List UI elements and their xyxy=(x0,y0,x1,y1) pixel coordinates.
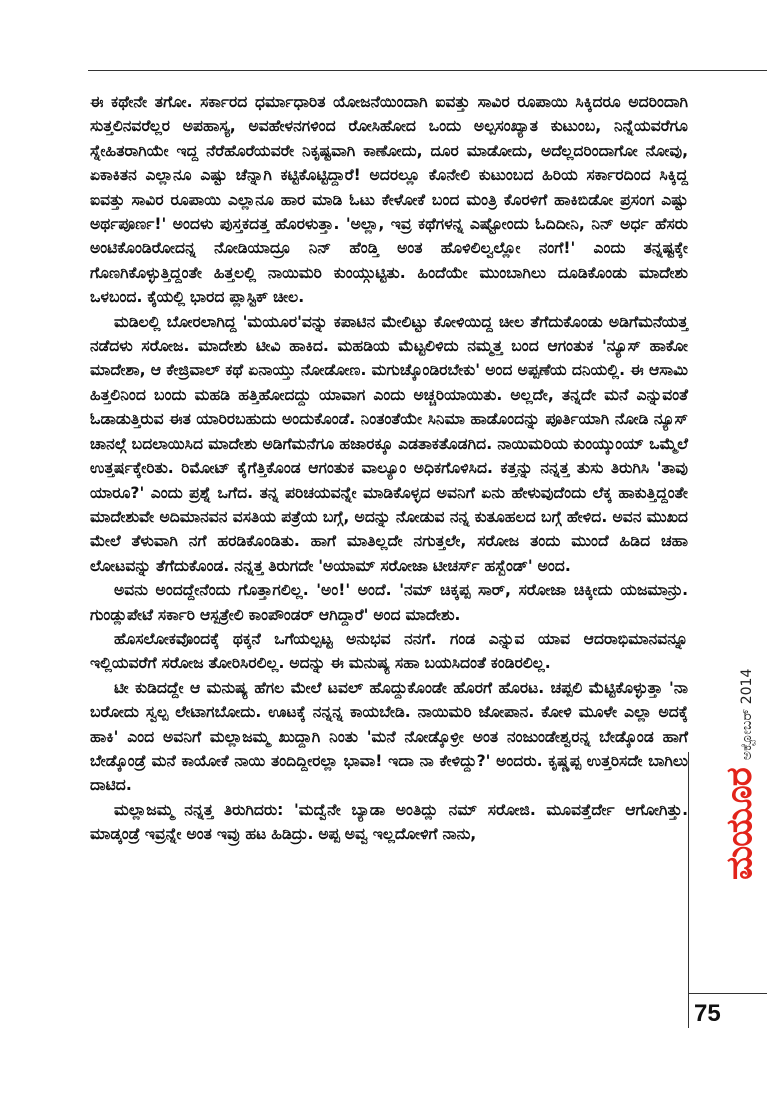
paragraph-6: ಮಲ್ಲಾಜಮ್ಮ ನನ್ನತ್ತ ತಿರುಗಿದರು: 'ಮದ್ವೆನೇ ಬ್ಯಾಡಾ ಅಂತಿದ್ಲು ನಮ್ ಸರೋಜಿ. ಮೂವತ್ತೆರ್ದೇ ಆಗೋಗಿತ್ತು. ಮಾಡ್ಕಂಡ್ರೆ ಇವ್ರನ್ನೇ ಅಂತ ಇವ್ರು ಹಟ ಹಿಡಿದ್ರು. ಅಪ್ಪ ಅವ್ವ ಇಲ್ಲದೋಳಿಗೆ ನಾನು, xyxy=(90,800,688,844)
page-number: 75 xyxy=(694,1000,721,1027)
paragraph-2: ಮಡಿಲಲ್ಲಿ ಬೋರಲಾಗಿದ್ದ 'ಮಯೂರ'ವನ್ನು ಕಪಾಟಿನ ಮೇಲಿಟ್ಟು ಕೋಳಿಯಿದ್ದ ಚೀಲ ತೆಗೆದುಕೊಂಡು ಅಡಿಗೆಮನೆಯತ್ತ ನಡೆದಳು ಸರೋಜ. ಮಾದೇಶು ಟೀವಿ ಹಾಕಿದ. ಮಹಡಿಯ ಮೆಟ್ಟಲಿಳಿದು ನಮ್ಮತ್ತ ಬಂದ ಆಗಂತುಕ 'ನ್ಯೂಸ್ ಹಾಕೋ ಮಾದೇಶಾ, ಆ ಕೇಜ್ರಿವಾಲ್ ಕಥೆ ಏನಾಯ್ತು ನೋಡೋಣ. ಮಗುಚ್ಕೊಂಡಿರಬೇಕು' ಅಂದ ಅಪ್ಪಣೆಯ ದನಿಯಲ್ಲಿ. ಈ ಆಸಾಮಿ ಹಿತ್ತಲಿನಿಂದ ಬಂದು ಮಹಡಿ ಹತ್ತಿಹೋದದ್ದು ಯಾವಾಗ ಎಂದು ಅಚ್ಚರಿಯಾಯಿತು. ಅಲ್ಲದೇ, ತನ್ನದೇ ಮನೆ ಎನ್ನುವಂತೆ ಓಡಾಡುತ್ತಿರುವ ಈತ ಯಾರಿರಬಹುದು ಅಂದುಕೊಂಡೆ. ನಿಂತಂತೆಯೇ ಸಿನಿಮಾ ಹಾಡೊಂದನ್ನು ಪೂರ್ತಿಯಾಗಿ ನೋಡಿ ನ್ಯೂಸ್ ಚಾನಲ್ಗೆ ಬದಲಾಯಿಸಿದ ಮಾದೇಶು ಅಡಿಗೆಮನೆಗೂ ಹಜಾರಕ್ಕೂ ಎಡತಾಕತೊಡಗಿದ. ನಾಯಿಮರಿಯ ಕುಂಯ್ಕುಂಯ್ ಒಮ್ಮೆಲೆ ಉತ್ತರ್ಷಕ್ಕೇರಿತು. ರಿಮೋಟ್ ಕೈಗೆತ್ತಿಕೊಂಡ ಆಗಂತುಕ ವಾಲ್ಯೂಂ ಅಧಿಕಗೊಳಿಸಿದ. ಕತ್ತನ್ನು ನನ್ನತ್ತ ತುಸು ತಿರುಗಿಸಿ 'ತಾವು ಯಾರೂ?' ಎಂದು ಪ್ರಶ್ನೆ ಒಗೆದ. ತನ್ನ ಪರಿಚಯವನ್ನೇ ಮಾಡಿಕೊಳ್ಳದ ಅವನಿಗೆ ಏನು ಹೇಳುವುದೆಂದು ಲೆಕ್ಕ ಹಾಕುತ್ತಿದ್ದಂತೇ ಮಾದೇಶುವೇ ಅದಿಮಾನವನ ವಸತಿಯ ಪತ್ರೆಯ ಬಗ್ಗೆ, ಅದನ್ನು ನೋಡುವ ನನ್ನ ಕುತೂಹಲದ ಬಗ್ಗೆ ಹೇಳಿದ. ಅವನ ಮುಖದ ಮೇಲೆ ತೆಳುವಾಗಿ ನಗೆ ಹರಡಿಕೊಂಡಿತು. ಹಾಗೆ ಮಾತಿಲ್ಲದೇ ನಗುತ್ತಲೇ, ಸರೋಜ ತಂದು ಮುಂದೆ ಹಿಡಿದ ಚಹಾ ಲೋಟವನ್ನು ತೆಗೆದುಕೊಂಡ. ನನ್ನತ್ತ ತಿರುಗದೇ 'ಅಯಾಮ್ ಸರೋಜಾ ಟೀಚರ್ಸ್ ಹಸ್ಬೆಂಡ್' ಅಂದ. xyxy=(90,312,688,575)
side-rule xyxy=(688,752,689,1028)
paragraph-5: ಟೀ ಕುಡಿದದ್ದೇ ಆ ಮನುಷ್ಯ ಹೆಗಲ ಮೇಲೆ ಟವಲ್ ಹೊದ್ದುಕೊಂಡೇ ಹೊರಗೆ ಹೊರಟ. ಚಪ್ಪಲಿ ಮೆಟ್ಟಿಕೊಳ್ಳುತ್ತಾ 'ನಾ ಬರೋದು ಸ್ವಲ್ಪ ಲೇಟಾಗಬೋದು. ಊಟಕ್ಕೆ ನನ್ನನ್ನ ಕಾಯಬೇಡಿ. ನಾಯಿಮರಿ ಜೋಪಾನ. ಕೋಳಿ ಮೂಳೇ ಎಲ್ಲಾ ಅದಕ್ಕೆ ಹಾಕಿ' ಎಂದ ಅವನಿಗೆ ಮಲ್ಲಾಜಮ್ಮ ಖುದ್ದಾಗಿ ನಿಂತು 'ಮನೆ ನೋಡ್ಕೊಳ್ರೀ ಅಂತ ನಂಜುಂಡೇಶ್ವರನ್ನ ಬೇಡ್ಕೊಂಡ ಹಾಗೆ ಬೇಡ್ಕೊಂಡ್ರೆ ಮನೆ ಕಾಯೋಕೆ ನಾಯಿ ತಂದಿದ್ದೀರಲ್ಲಾ ಭಾವಾ! ಇದಾ ನಾ ಕೇಳಿದ್ದು?' ಅಂದರು. ಕೃಷ್ಣಪ್ಪ ಉತ್ತರಿಸದೇ ಬಾಗಿಲು ದಾಟಿದ. xyxy=(90,678,688,795)
article-body xyxy=(90,90,688,847)
top-rule xyxy=(88,70,767,71)
paragraph-3: ಅವನು ಅಂದದ್ದೇನೆಂದು ಗೊತ್ತಾಗಲಿಲ್ಲ. 'ಅಂ!' ಅಂದೆ. 'ನಮ್ ಚಿಕ್ಕಪ್ಪ ಸಾರ್, ಸರೋಜಾ ಚಿಕ್ಕೀದು ಯಜಮಾನ್ರು. ಗುಂಡ್ಲುಪೇಟೆ ಸರ್ಕಾರಿ ಆಸ್ಪತ್ರೇಲಿ ಕಾಂಪೌಂಡರ್ ಆಗಿದ್ದಾರೆ' ಅಂದ ಮಾದೇಶು. xyxy=(90,581,688,624)
bottom-rule xyxy=(688,993,767,994)
issue-date: ಅಕ್ಟೋಬರ್ 2014 xyxy=(739,668,755,761)
paragraph-4: ಹೊಸಲೋಕವೊಂದಕ್ಕೆ ಥಕ್ಕನೆ ಒಗೆಯಲ್ಪಟ್ಟ ಅನುಭವ ನನಗೆ. ಗಂಡ ಎನ್ನುವ ಯಾವ ಆದರಾಭಿಮಾನವನ್ನೂ ಇಲ್ಲಿಯವರೆಗೆ ಸರೋಜ ತೋರಿಸಿರಲಿಲ್ಲ. ಅದನ್ನು ಈ ಮನುಷ್ಯ ಸಹಾ ಬಯಸಿದಂತೆ ಕಂಡಿರಲಿಲ್ಲ. xyxy=(90,629,688,673)
magazine-logo: ಮಯೂರ xyxy=(719,768,760,880)
paragraph-1: ಈ ಕಥೇನೇ ತಗೋ. ಸರ್ಕಾರದ ಧರ್ಮಾಧಾರಿತ ಯೋಜನೆಯಿಂದಾಗಿ ಐವತ್ತು ಸಾವಿರ ರೂಪಾಯಿ ಸಿಕ್ಕಿದರೂ ಅದರಿಂದಾಗಿ ಸುತ್ತಲಿನವರೆಲ್ಲರ ಅಪಹಾಸ್ಯ, ಅವಹೇಳನಗಳಿಂದ ರೋಸಿಹೋದ ಒಂದು ಅಲ್ಪಸಂಖ್ಯಾತ ಕುಟುಂಬ, ನಿನ್ನೆಯವರೆಗೂ ಸ್ನೇಹಿತರಾಗಿಯೇ ಇದ್ದ ನೆರೆಹೊರೆಯವರೇ ನಿಕೃಷ್ಟವಾಗಿ ಕಾಣೋದು, ದೂರ ಮಾಡೋದು, ಅದೆಲ್ಲದರಿಂದಾಗೋ ನೋವು, ಏಕಾಕಿತನ ಎಲ್ಲಾನೂ ಎಷ್ಟು ಚೆನ್ನಾಗಿ ಕಟ್ಟಿಕೊಟ್ಟಿದ್ದಾರೆ! ಅದರಲ್ಲೂ ಕೊನೇಲಿ ಕುಟುಂಬದ ಹಿರಿಯ ಸರ್ಕಾರದಿಂದ ಸಿಕ್ಕಿದ್ದ ಐವತ್ತು ಸಾವಿರ ರೂಪಾಯಿ ಎಲ್ಲಾನೂ ಹಾರ ಮಾಡಿ ಓಟು ಕೇಳೋಕೆ ಬಂದ ಮಂತ್ರಿ ಕೊರಳಿಗೆ ಹಾಕಿಬಿಡೋ ಪ್ರಸಂಗ ಎಷ್ಟು ಅರ್ಥಪೂರ್ಣ!' ಅಂದಳು ಪುಸ್ತಕದತ್ತ ಹೊರಳುತ್ತಾ. 'ಅಲ್ಲಾ, ಇವ್ರ ಕಥೆಗಳನ್ನ ಎಷ್ಟೋಂದು ಓದಿದೀನಿ, ನಿನ್ ಅರ್ಧ ಹೆಸರು ಅಂಟಿಕೊಂಡಿರೋದನ್ನ ನೋಡಿಯಾದ್ರೂ ನಿನ್ ಹೆಂಡ್ತಿ ಅಂತ ಹೊಳಿಲಿಲ್ವಲ್ಲೋ ನಂಗೆ!' ಎಂದು ತನ್ನಷ್ಟಕ್ಕೇ ಗೊಣಗಿಕೊಳ್ಳುತ್ತಿದ್ದಂತೇ ಹಿತ್ತಲಲ್ಲಿ ನಾಯಿಮರಿ ಕುಂಯ್ಗುಟ್ಟಿತು. ಹಿಂದೆಯೇ ಮುಂಬಾಗಿಲು ದೂಡಿಕೊಂಡು ಮಾದೇಶು ಒಳಬಂದ. ಕೈಯಲ್ಲಿ ಭಾರದ ಪ್ಲಾಸ್ಟಿಕ್ ಚೀಲ. xyxy=(90,93,688,307)
